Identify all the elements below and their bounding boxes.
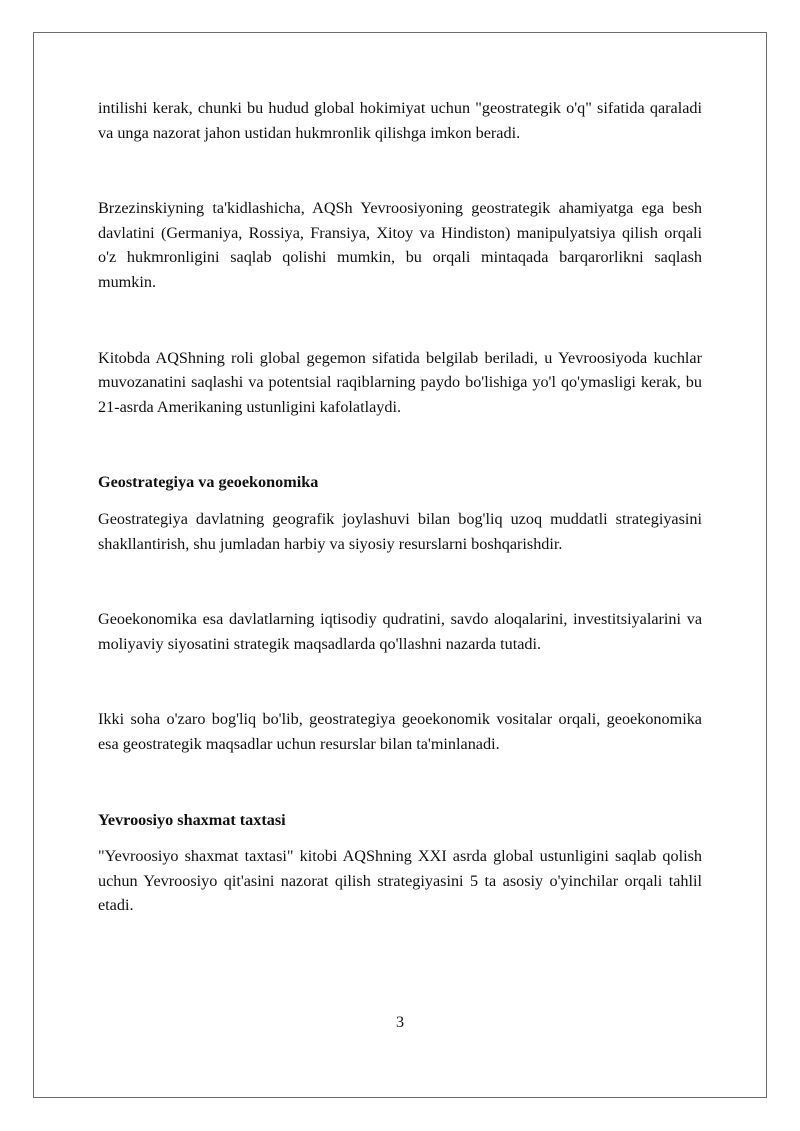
paragraph: "Yevroosiyo shaxmat taxtasi" kitobi AQShning XXI asrda global ustunligini saqlab qolish uchun Yevroosiyo qit'asini nazorat qilish strategiyasini 5 ta asosiy o'yinchilar orqali tahlil etadi.	[98, 847, 702, 915]
section-heading-geostrategy: Geostrategiya va geoekonomika	[98, 473, 319, 492]
document-body	[98, 96, 702, 918]
paragraph: Brzezinskiyning ta'kidlashicha, AQSh Yevroosiyoning geostrategik ahamiyatga ega besh davlatini (Germaniya, Rossiya, Fransiya, Xitoy va Hindiston) manipulyatsiya qilish orqali o'z hukmronligini saqlab qolishi mumkin, bu orqali mintaqada barqarorlikni saqlash mumkin.	[98, 199, 702, 291]
page-number: 3	[395, 1013, 405, 1031]
paragraph: Geostrategiya davlatning geografik joylashuvi bilan bog'liq uzoq muddatli strategiyasini shakllantirish, shu jumladan harbiy va siyosiy resurslarni boshqarishdir.	[98, 509, 702, 553]
section-heading-chessboard: Yevroosiyo shaxmat taxtasi	[98, 810, 286, 829]
paragraph: Ikki soha o'zaro bog'liq bo'lib, geostrategiya geoekonomik vositalar orqali, geoekonomika esa geostrategik maqsadlar uchun resurslar bilan ta'minlanadi.	[98, 710, 702, 753]
paragraph: intilishi kerak, chunki bu hudud global hokimiyat uchun "geostrategik o'q" sifatida qaraladi va unga nazorat jahon ustidan hukmronlik qilishga imkon beradi.	[98, 99, 702, 142]
paragraph: Kitobda AQShning roli global gegemon sifatida belgilab beriladi, u Yevroosiyoda kuchlar muvozanatini saqlashi va potentsial raqiblarning paydo bo'lishiga yo'l qo'ymasligi kerak, bu 21-asrda Amerikaning ustunligini kafolatlaydi.	[98, 348, 702, 416]
paragraph: Geoekonomika esa davlatlarning iqtisodiy qudratini, savdo aloqalarini, investitsiyalarini va moliyaviy siyosatini strategik maqsadlarda qo'llashni nazarda tutadi.	[98, 610, 702, 653]
